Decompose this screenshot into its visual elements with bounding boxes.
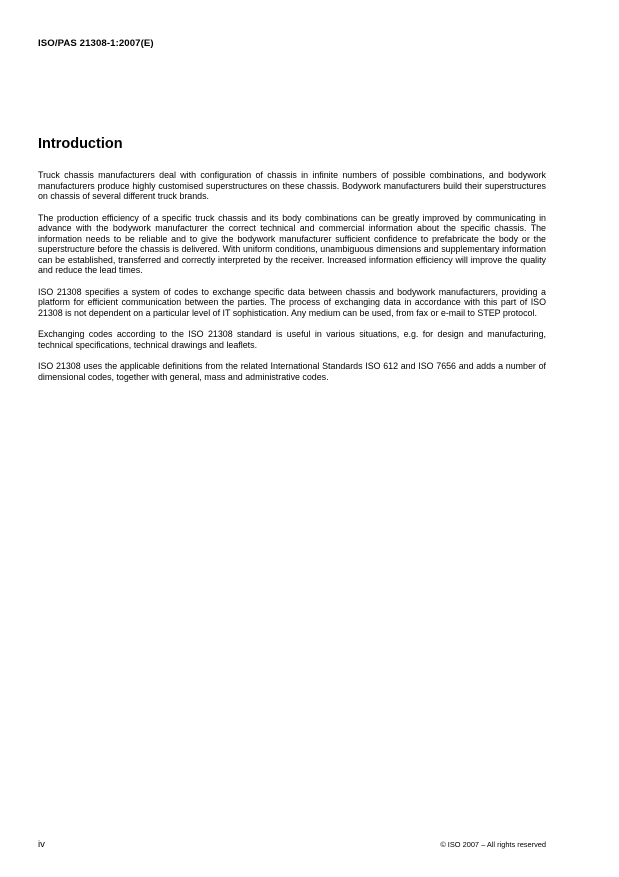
introduction-body [38, 170, 546, 393]
paragraph-2: The production efficiency of a specific truck chassis and its body combinations can be greatly improved by communicating in advance with the bodywork manufacturer the correct technical and commercial information about the specific chassis. The information needs to be reliable and to give the bodywork manufacturer sufficient confidence to prefabricate the body or the superstructure before the chassis is delivered. With uniform conditions, unambiguous dimensions and supplementary information can be established, transferred and correctly interpreted by the receiver. Increased information efficiency will improve the quality and reduce the lead times. [38, 212, 546, 275]
copyright-notice: © ISO 2007 – All rights reserved [440, 840, 546, 849]
section-title: Introduction [38, 136, 123, 152]
paragraph-4: Exchanging codes according to the ISO 21308 standard is useful in various situations, e.g. for design and manufacturing, technical specifications, technical drawings and leaflets. [38, 329, 546, 350]
document-id: ISO/PAS 21308-1:2007(E) [38, 38, 154, 49]
paragraph-1: Truck chassis manufacturers deal with configuration of chassis in infinite numbers of possible combinations, and bodywork manufacturers produce highly customised superstructures on these chassis. Bodywork manufacturers build their superstructures on chassis of several different truck brands. [38, 170, 546, 201]
paragraph-3: ISO 21308 specifies a system of codes to exchange specific data between chassis and bodywork manufacturers, providing a platform for efficient communication between the parties. The process of exchanging data in accordance with this part of ISO 21308 is not dependent on a particular level of IT sophistication. Any medium can be used, from fax or e-mail to STEP protocol. [38, 286, 546, 318]
page-number: iv [38, 839, 45, 850]
paragraph-5: ISO 21308 uses the applicable definitions from the related International Standards ISO 612 and ISO 7656 and adds a number of dimensional codes, together with general, mass and administrative codes. [38, 361, 546, 382]
